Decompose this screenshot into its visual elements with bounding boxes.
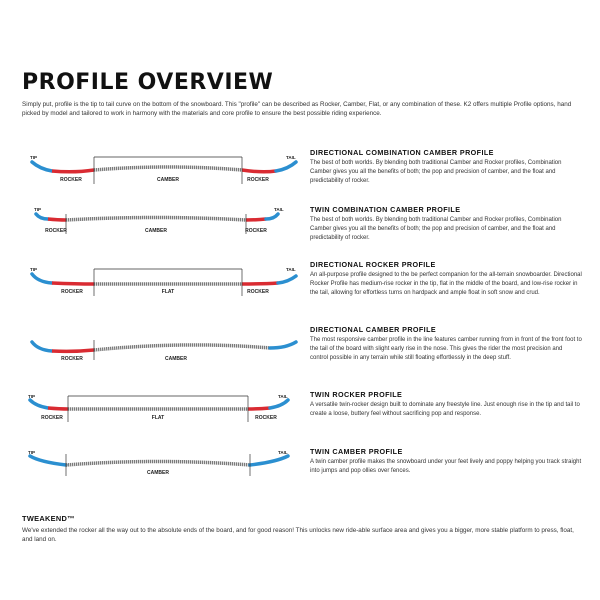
rocker-label: ROCKER bbox=[255, 415, 277, 421]
profile-title: TWIN CAMBER PROFILE bbox=[310, 447, 403, 456]
rocker-label: ROCKER bbox=[247, 289, 269, 295]
profile-twin-rocker bbox=[310, 390, 582, 419]
board-diagram-directional-camber bbox=[26, 326, 306, 366]
tail-label: TAIL bbox=[278, 394, 288, 399]
profile-description: A versatile twin-rocker design built to dominate any freestyle line. Just enough rise in the tip and tail to create a loose, buttery feel without sacrificing pop and response. bbox=[310, 402, 580, 417]
rocker-label: ROCKER bbox=[41, 415, 63, 421]
rocker-label: ROCKER bbox=[247, 177, 269, 183]
profile-twin-camber bbox=[310, 447, 582, 476]
rocker-segment-front bbox=[52, 350, 94, 351]
tip-segment bbox=[32, 342, 52, 351]
profile-title: TWIN ROCKER PROFILE bbox=[310, 390, 403, 399]
profile-directional-camber bbox=[310, 325, 582, 363]
tip-segment bbox=[36, 214, 48, 219]
rocker-label: ROCKER bbox=[61, 289, 83, 295]
tail-label: TAIL bbox=[286, 155, 296, 160]
intro-text: Simply put, profile is the tip to tail curve on the bottom of the snowboard. This "profile" can be described as Rocker, Camber, Flat, or any combination of these. K2 offers multiple Profile options, hand picked by model and tailored to work in harmony with the materials and core profile to ensure the best possible riding experience. bbox=[22, 101, 572, 118]
camber-segment bbox=[94, 345, 270, 350]
profile-description: The most responsive camber profile in the line features camber running from in front of the front foot to the tail of the board with slight early rise in the nose. This gives the rider the most precision and control possible in any terrain while still floating effortlessly in the deep stuff. bbox=[310, 337, 582, 361]
page-title: PROFILE OVERVIEW bbox=[22, 70, 274, 95]
camber-label: CAMBER bbox=[157, 177, 179, 183]
rocker-segment-front bbox=[48, 408, 68, 409]
camber-label: CAMBER bbox=[145, 228, 167, 234]
board-diagram-twin-combination-camber bbox=[26, 204, 306, 244]
profile-description: A twin camber profile makes the snowboard under your feet lively and poppy helping you track straight into jumps and pop ollies over fences. bbox=[310, 459, 582, 474]
camber-segment bbox=[94, 167, 242, 170]
profile-description: An all-purpose profile designed to the be perfect companion for the all-terrain snowboarder. Directional Rocker Profile has medium-rise rocker in the tip, flat in the middle of the board, and low-rise rocker in the tail, allowing for effortless turns on hardpack and ample float in soft snow and crud. bbox=[310, 272, 582, 296]
tail-segment bbox=[250, 456, 288, 465]
camber-segment bbox=[66, 218, 246, 221]
rocker-segment-front bbox=[52, 170, 94, 172]
profile-description: The best of both worlds. By blending both traditional Camber and Rocker profiles, Combination Camber gives you all the benefits of both; the pop and precision of camber, and the float and predictability of rocker. bbox=[310, 160, 562, 184]
flat-label: FLAT bbox=[151, 415, 165, 421]
tail-segment bbox=[270, 400, 288, 408]
profile-twin-combination-camber bbox=[310, 205, 582, 243]
rocker-label: ROCKER bbox=[45, 228, 67, 234]
tail-segment bbox=[266, 214, 278, 219]
profile-title: TWIN COMBINATION CAMBER PROFILE bbox=[310, 205, 461, 214]
profile-directional-rocker bbox=[310, 260, 582, 298]
profile-title: DIRECTIONAL ROCKER PROFILE bbox=[310, 260, 436, 269]
rocker-label: ROCKER bbox=[60, 177, 82, 183]
rocker-label: ROCKER bbox=[245, 228, 267, 234]
camber-label: CAMBER bbox=[165, 356, 187, 362]
profile-description: The best of both worlds. By blending both traditional Camber and Rocker profiles, Combination Camber gives you all the benefits of both; the pop and precision of camber, and the float and predictability of rocker. bbox=[310, 217, 562, 241]
tip-label: TIP bbox=[30, 155, 38, 160]
tail-label: TAIL bbox=[278, 450, 288, 455]
tail-segment bbox=[276, 162, 296, 171]
rocker-segment-rear bbox=[242, 283, 278, 284]
tip-label: TIP bbox=[30, 267, 38, 272]
tail-label: TAIL bbox=[286, 267, 296, 272]
tweakend-section bbox=[22, 514, 582, 545]
rocker-segment-front bbox=[52, 283, 94, 284]
tail-segment bbox=[270, 342, 296, 348]
board-diagram-twin-rocker bbox=[26, 390, 306, 430]
tail-label: TAIL bbox=[274, 207, 284, 212]
rocker-segment-rear bbox=[246, 219, 266, 220]
tweakend-text: We've extended the rocker all the way out to the absolute ends of the board, and for good reason! This unlocks new ride-able surface area and gives you a bigger, more stable platform to press, float, and land on. bbox=[22, 527, 574, 544]
tip-label: TIP bbox=[28, 450, 36, 455]
camber-segment bbox=[66, 462, 250, 466]
rocker-segment-rear bbox=[248, 408, 270, 409]
tip-segment bbox=[32, 274, 52, 283]
tip-segment bbox=[30, 400, 48, 408]
rocker-label: ROCKER bbox=[61, 356, 83, 362]
flat-label: FLAT bbox=[161, 289, 175, 295]
rocker-segment-front bbox=[48, 219, 66, 220]
tail-segment bbox=[278, 276, 296, 283]
profile-title: DIRECTIONAL COMBINATION CAMBER PROFILE bbox=[310, 148, 494, 157]
tweakend-title: TWEAKEND™ bbox=[22, 514, 75, 523]
tip-label: TIP bbox=[34, 207, 42, 212]
board-diagram-directional-combination-camber bbox=[26, 150, 306, 190]
camber-label: CAMBER bbox=[147, 470, 169, 476]
rocker-segment-rear bbox=[242, 170, 276, 172]
tip-label: TIP bbox=[28, 394, 36, 399]
board-diagram-directional-rocker bbox=[26, 262, 306, 302]
profile-title: DIRECTIONAL CAMBER PROFILE bbox=[310, 325, 437, 334]
tip-segment bbox=[30, 456, 66, 465]
board-diagram-twin-camber bbox=[26, 446, 306, 486]
profile-directional-combination-camber bbox=[310, 148, 582, 186]
tip-segment bbox=[32, 162, 52, 171]
